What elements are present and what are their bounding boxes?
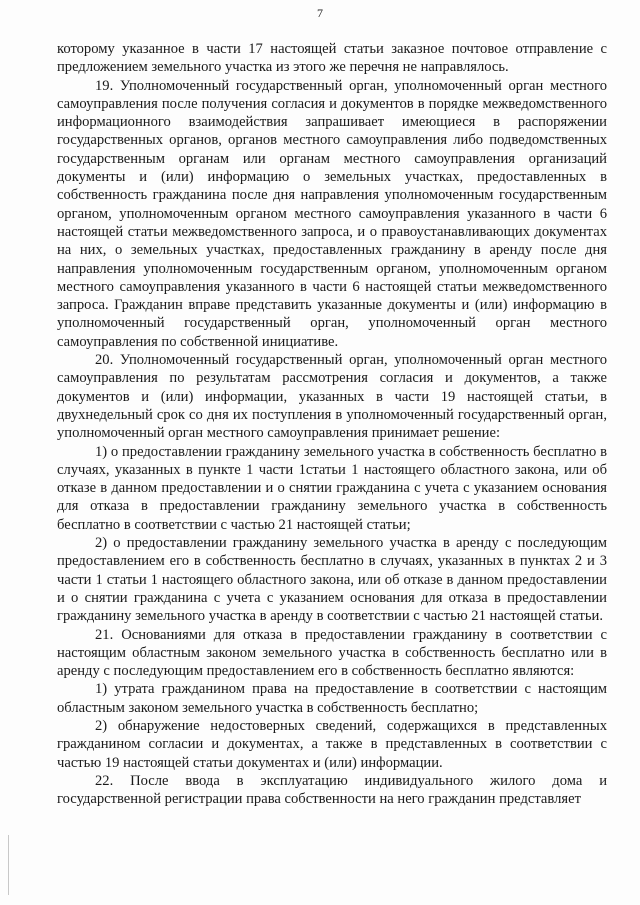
paragraph-20-item-1: 1) о предоставлении гражданину земельного участка в собственность бесплатно в случаях, указанных в пункте 1 части 1статьи 1 настоящего областного закона, или об отказе в данном предоставлении и о снятии гражданина с учета с указанием основания для отказа в предоставлении гражданину земельного участка в собственность бесплатно в соответствии с частью 21 настоящей статьи; bbox=[57, 443, 607, 533]
document-body bbox=[57, 40, 607, 808]
scan-artifact-left-edge bbox=[8, 835, 9, 895]
paragraph-22: 22. После ввода в эксплуатацию индивидуального жилого дома и государственной регистрации права собственности на него гражданин представляет bbox=[57, 772, 607, 808]
paragraph-21-item-1: 1) утрата гражданином права на предоставление в соответствии с настоящим областным законом земельного участка в собственность бесплатно; bbox=[57, 681, 607, 716]
page-number: 7 bbox=[317, 6, 323, 20]
paragraph-21-item-2: 2) обнаружение недостоверных сведений, содержащихся в представленных гражданином согласии и документах, а также в представленных в соответствии с частью 19 настоящей статьи документах и (или) информации. bbox=[57, 717, 607, 771]
paragraph-19: 19. Уполномоченный государственный орган, уполномоченный орган местного самоуправления после получения согласия и документов в порядке межведомственного информационного взаимодействия запрашивает имеющиеся в распоряжении государственных органов, органов местного самоуправления либо подведомственных государственным органам или органам местного самоуправления организаций документы и (или) информацию о земельных участках, предоставленных в собственность гражданина после дня направления уполномоченным государственным органом, уполномоченным органом местного самоуправления указанного в части 6 настоящей статьи межведомственного запроса, и о правоустанавливающих документах на них, о земельных участках, предоставленных гражданину в аренду после дня направления уполномоченным государственным органом, уполномоченным органом местного самоуправления указанного в части 6 настоящей статьи межведомственного запроса. Гражданин вправе представить указанные документы и (или) информацию в уполномоченный государственный орган, уполномоченный орган местного самоуправления по собственной инициативе. bbox=[57, 77, 607, 350]
paragraph-continuation: которому указанное в части 17 настоящей статьи заказное почтовое отправление с предложением земельного участка из этого же перечня не направлялось. bbox=[57, 41, 607, 76]
paragraph-20-item-2: 2) о предоставлении гражданину земельного участка в аренду с последующим предоставлением его в собственность бесплатно в случаях, указанных в пунктах 2 и 3 части 1 статьи 1 настоящего областного закона, или об отказе в данном предоставлении и о снятии гражданина с учета с указанием основания для отказа в предоставлении гражданину земельного участка в аренду в соответствии с частью 21 настоящей статьи. bbox=[57, 535, 607, 625]
paragraph-20: 20. Уполномоченный государственный орган, уполномоченный орган местного самоуправления по результатам рассмотрения согласия и документов, а также документов и (или) информации, указанных в части 19 настоящей статьи, в двухнедельный срок со дня их поступления в уполномоченный государственный орган, уполномоченный орган местного самоуправления принимает решение: bbox=[57, 352, 607, 442]
paragraph-21: 21. Основаниями для отказа в предоставлении гражданину в соответствии с настоящим областным законом земельного участка в собственность бесплатно или в аренду с последующим предоставлением его в собственность бесплатно являются: bbox=[57, 626, 607, 680]
